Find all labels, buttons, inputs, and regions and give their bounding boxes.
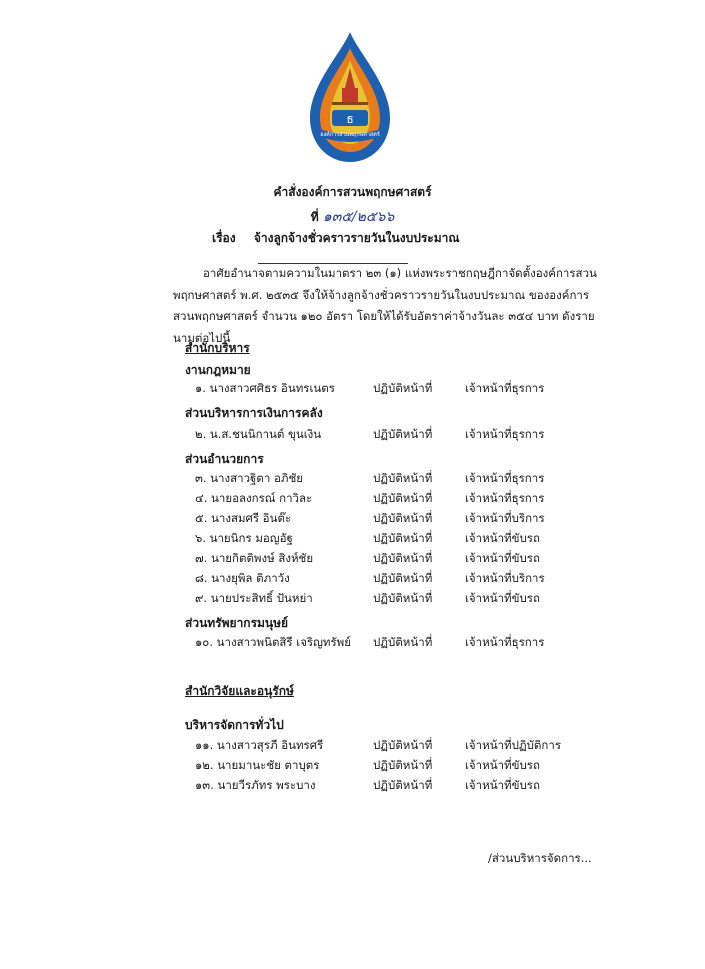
table-row [195, 470, 615, 488]
employee-position: เจ้าหน้าที่ขับรถ [465, 778, 540, 792]
continuation-note: /ส่วนบริหารจัดการ... [488, 851, 592, 865]
employee-position: เจ้าหน้าที่ขับรถ [465, 551, 540, 565]
employee-name: ๓. นางสาวฐิตา อภิชัย [195, 471, 303, 485]
employee-name: ๙. นายประสิทธิ์ ปันหย่า [195, 591, 313, 605]
employee-position: เจ้าหน้าที่ขับรถ [465, 591, 540, 605]
table-row [195, 634, 615, 652]
employee-position: เจ้าหน้าที่บริการ [465, 511, 545, 525]
employee-name: ๑๐. นางสาวพนิตสิรี เจริญทรัพย์ [195, 635, 351, 649]
employee-status: ปฏิบัติหน้าที่ [373, 427, 433, 441]
svg-text:องค์การสวนพฤกษศาสตร์: องค์การสวนพฤกษศาสตร์ [320, 132, 380, 138]
table-row [195, 590, 615, 608]
employee-name: ๗. นายกิตติพงษ์ สิงห์ชัย [195, 551, 314, 565]
table-row [195, 737, 615, 755]
employee-status: ปฏิบัติหน้าที่ [373, 571, 433, 585]
employee-status: ปฏิบัติหน้าที่ [373, 551, 433, 565]
svg-text:ธ: ธ [346, 112, 354, 126]
group-title: ส่วนอำนวยการ [185, 452, 264, 466]
table-row [195, 490, 615, 508]
order-number: ๑๓๕/๒๕๖๖ [322, 209, 395, 225]
table-row [195, 570, 615, 588]
group-title: งานกฎหมาย [185, 363, 251, 377]
employee-position: เจ้าหน้าที่ธุรการ [465, 635, 545, 649]
employee-status: ปฏิบัติหน้าที่ [373, 778, 433, 792]
subject-text: จ้างลูกจ้างชั่วคราวรายวันในงบประมาณ [253, 231, 460, 245]
group-title: บริหารจัดการทั่วไป [185, 718, 284, 732]
employee-position: เจ้าหน้าที่ขับรถ [465, 758, 540, 772]
employee-status: ปฏิบัติหน้าที่ [373, 758, 433, 772]
employee-name: ๖. นายนิกร มอญอัฐ [195, 531, 293, 545]
employee-status: ปฏิบัติหน้าที่ [373, 591, 433, 605]
group-title: ส่วนบริหารการเงินการคลัง [185, 406, 323, 420]
table-row [195, 530, 615, 548]
employee-status: ปฏิบัติหน้าที่ [373, 381, 433, 395]
table-row [195, 426, 615, 444]
org-logo [302, 30, 398, 166]
employee-position: เจ้าหน้าที่ธุรการ [465, 471, 545, 485]
employee-position: เจ้าหน้าที่บริการ [465, 571, 545, 585]
employee-name: ๑๓. นายวีรภัทร พระบาง [195, 778, 316, 792]
employee-name: ๑๒. นายมานะชัย ตาบุตร [195, 758, 320, 772]
employee-name: ๔. นายอลงกรณ์ กาวิละ [195, 491, 313, 505]
subject-line [212, 229, 460, 248]
employee-position: เจ้าหน้าที่ธุรการ [465, 427, 545, 441]
section-title: สำนักบริหาร [185, 341, 250, 355]
table-row [195, 510, 615, 528]
employee-name: ๑. นางสาวศศิธร อินทรเนตร [195, 381, 335, 395]
employee-name: ๕. นางสมศรี อินต๊ะ [195, 511, 292, 525]
employee-position: เจ้าหน้าที่ปฏิบัติการ [465, 738, 561, 752]
section-title: สำนักวิจัยและอนุรักษ์ [185, 684, 294, 698]
subject-label: เรื่อง [212, 231, 236, 245]
employee-name: ๘. นางยุพิล ติภาวัง [195, 571, 290, 585]
table-row [195, 757, 615, 775]
order-title: คำสั่งองค์การสวนพฤกษศาสตร์ [273, 185, 432, 199]
employee-name: ๒. น.ส.ชนนิกานต์ ขุนเงิน [195, 427, 322, 441]
employee-position: เจ้าหน้าที่ธุรการ [465, 381, 545, 395]
table-row [195, 777, 615, 795]
body-paragraph: อาศัยอำนาจตามความในมาตรา ๒๓ (๑) แห่งพระราชกฤษฎีกาจัดตั้งองค์การสวนพฤกษศาสตร์ พ.ศ. ๒๕๓๕ จึงให้จ้างลูกจ้างชั่วคราวรายวันในงบประมาณ ขององค์การสวนพฤกษศาสตร์ จำนวน ๑๒๐ อัตรา โดยให้ได้รับอัตราค่าจ้างวันละ ๓๕๔ บาท ดังรายนามต่อไปนี้ [173, 266, 597, 345]
employee-status: ปฏิบัติหน้าที่ [373, 738, 433, 752]
order-prefix: ที่ [310, 210, 319, 224]
group-title: ส่วนทรัพยากรมนุษย์ [185, 616, 289, 630]
employee-status: ปฏิบัติหน้าที่ [373, 511, 433, 525]
employee-position: เจ้าหน้าที่ขับรถ [465, 531, 540, 545]
table-row [195, 550, 615, 568]
employee-position: เจ้าหน้าที่ธุรการ [465, 491, 545, 505]
employee-status: ปฏิบัติหน้าที่ [373, 531, 433, 545]
order-number-line [0, 206, 705, 228]
employee-status: ปฏิบัติหน้าที่ [373, 471, 433, 485]
employee-status: ปฏิบัติหน้าที่ [373, 491, 433, 505]
employee-status: ปฏิบัติหน้าที่ [373, 635, 433, 649]
employee-name: ๑๑. นางสาวสุรภี อินทรศรี [195, 738, 324, 752]
table-row [195, 380, 615, 398]
